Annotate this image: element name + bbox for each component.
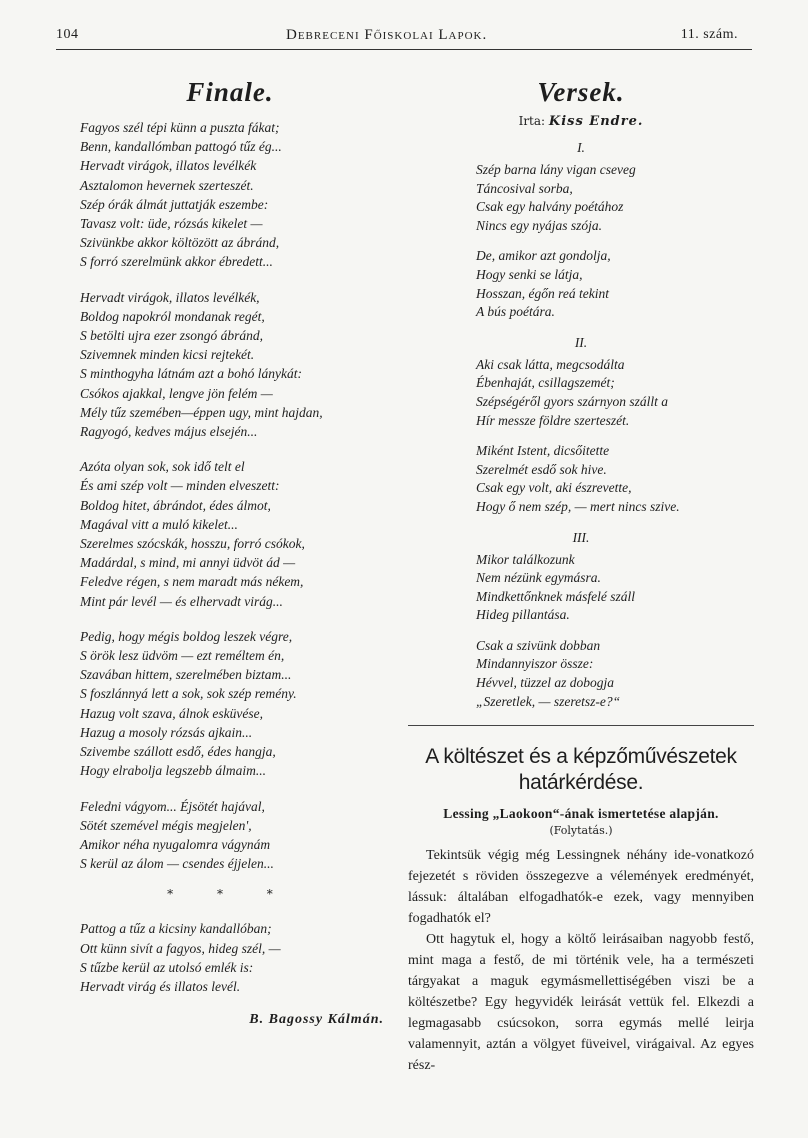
- verse-line: Szavában hittem, szerelmében biztam...: [80, 667, 292, 683]
- verse-line: Benn, kandallómban pattogó tűz ég...: [80, 139, 282, 155]
- verse-line: Madárdal, s mind, mi annyi üdvöt ád —: [80, 555, 296, 571]
- verse-line: Nincs egy nyájas szója.: [476, 217, 602, 233]
- verse-line: Hogy elrabolja legszebb álmaim...: [80, 763, 266, 779]
- verse-line: Szép órák álmát juttatják eszembe:: [80, 196, 269, 212]
- verse-line: És ami szép volt — minden elveszett:: [80, 478, 280, 494]
- stanza: [408, 356, 754, 430]
- stanza: [80, 627, 380, 781]
- verse-line: Mindannyiszor össze:: [476, 656, 594, 672]
- verse-line: Hír messze földre szerteszét.: [476, 412, 630, 428]
- byline-prefix: Irta:: [518, 114, 546, 128]
- verse-line: S betölti ujra ezer zsongó ábránd,: [80, 328, 264, 344]
- verse-line: Pedig, hogy mégis boldog leszek végre,: [80, 628, 293, 644]
- verse-line: De, amikor azt gondolja,: [476, 248, 611, 264]
- essay-title-line1: A költészet és a képzőművészetek: [425, 745, 737, 769]
- verse-line: Pattog a tűz a kicsiny kandallóban;: [80, 921, 272, 937]
- verse-line: Azóta olyan sok, sok idő telt el: [80, 459, 245, 475]
- final-stanza: [80, 919, 380, 996]
- stanza: [408, 551, 754, 625]
- verse-line: Boldog hitet, ábrándot, édes álmot,: [80, 497, 271, 513]
- section-stars: * * *: [167, 887, 293, 902]
- verse-line: Hogy ő nem szép, — mert nincs szive.: [476, 498, 680, 514]
- verse-line: Csak a szivünk dobban: [476, 637, 601, 653]
- verse-line: Hévvel, tüzzel az dobogja: [476, 675, 614, 691]
- verse-line: Aki csak látta, megcsodálta: [476, 356, 625, 372]
- verse-line: Ott künn sivít a fagyos, hideg szél, —: [80, 940, 281, 956]
- verse-line: A bús poétára.: [476, 304, 555, 320]
- verse-line: Hosszan, égőn reá tekint: [476, 285, 609, 301]
- page-number: 104: [56, 27, 79, 42]
- stanza: [80, 118, 380, 272]
- stanza: [80, 288, 380, 442]
- verse-line: S örök lesz üdvöm — ezt reméltem én,: [80, 648, 285, 664]
- verse-line: Szép barna lány vigan cseveg: [476, 162, 636, 177]
- essay-continued: (Folytatás.): [549, 824, 613, 838]
- verse-line: S minthogyha látnám azt a bohó lánykát:: [80, 366, 302, 382]
- essay-title: [408, 744, 754, 796]
- verse-line: Mindkettőnknek másfelé száll: [476, 588, 635, 604]
- verse-line: „Szeretlek, — szeretsz-e?“: [476, 693, 621, 709]
- verse-line: Ébenhaját, csillagszemét;: [476, 375, 615, 391]
- stanza: [80, 457, 380, 611]
- verse-line: S tűzbe kerül az utolsó emlék is:: [80, 959, 254, 975]
- author-name: Kiss Endre.: [548, 114, 644, 129]
- verse-line: S kerül az álom — csendes éjjelen...: [80, 856, 274, 872]
- verse-line: Asztalomon hevernek szerteszét.: [80, 177, 254, 193]
- section-numeral: III.: [572, 529, 590, 545]
- verse-line: Szivemnek minden kicsi rejtekét.: [80, 347, 255, 363]
- verse-line: Nem nézünk egymásra.: [476, 570, 601, 586]
- essay-paragraph: Tekintsük végig még Lessingnek néhány ide-vonatkozó fejezetét s röviden összegezve a vélemények eredményét, lássuk: általában elfogadhatók-e ezek, vagy mennyiben fogadhatók el?: [408, 848, 754, 927]
- section-numeral: I.: [577, 140, 585, 155]
- poem-title: Finale.: [186, 77, 274, 107]
- verse-line: Csak egy volt, aki észrevette,: [476, 480, 632, 496]
- poem-finale: [80, 70, 384, 1028]
- verse-line: Tavasz volt: üde, rózsás kikelet —: [80, 216, 263, 232]
- verse-line: Hervadt virág és illatos levél.: [80, 978, 241, 994]
- verse-line: Szivembe szállott esdő, édes hangja,: [80, 744, 276, 760]
- right-column: [408, 70, 754, 1076]
- verse-line: Csókos ajakkal, lengve jön felém —: [80, 385, 273, 401]
- verse-line: Hervadt virágok, illatos levélkék,: [80, 289, 260, 305]
- verse-line: Szivünkbe akkor költözött az ábránd,: [80, 235, 280, 251]
- verse-line: Magával vitt a muló kikelet...: [80, 516, 238, 532]
- verse-line: Miként Istent, dicsőitette: [476, 443, 610, 459]
- poems-body: [408, 139, 754, 711]
- poems-title: Versek.: [537, 77, 625, 107]
- poem-signature: B. Bagossy Kálmán.: [249, 1012, 384, 1028]
- section-divider: [408, 725, 754, 726]
- verse-line: Szerelmes szócskák, hosszu, forró csókok,: [80, 536, 305, 552]
- verse-line: Szerelmét esdő sok hive.: [476, 461, 607, 477]
- stanza: [408, 442, 754, 516]
- essay-subtitle: Lessing „Laokoon“-ának ismertetése alapján.: [443, 806, 719, 822]
- verse-line: Feledve régen, s nem maradt más nékem,: [80, 574, 304, 590]
- section-numeral: II.: [574, 334, 588, 350]
- verse-line: Sötét szemével mégis megjelen',: [80, 817, 252, 833]
- verse-line: S forró szerelmünk akkor ébredett...: [80, 254, 273, 270]
- verse-line: Csak egy halvány poétához: [476, 199, 624, 215]
- verse-line: Hogy senki se látja,: [476, 266, 583, 282]
- byline: [408, 114, 754, 129]
- verse-line: S foszlánnyá lett a sok, sok szép remény.: [80, 686, 297, 702]
- issue-number: 11. szám.: [680, 27, 738, 42]
- essay-paragraph: Ott hagytuk el, hogy a költő leirásaiban nagyobb festő, mint maga a festő, de mi történik vele, ha a természeti tárgyakat a maguk egymásmellettiségében viszi be a költészetbe? Egy hegyvidék leirását vettük fel. Elkezdi a legmagasabb csúcsokon, sorra egymás mellé leirja valamennyit, aztán a völgyet füveivel, virágaival. Az egyes rész-: [408, 932, 754, 1074]
- verse-line: Amikor néha nyugalomra vágynám: [80, 836, 271, 852]
- verse-line: Táncosival sorba,: [476, 180, 573, 196]
- verse-line: Mikor találkozunk: [476, 551, 575, 567]
- essay-body: [408, 845, 754, 1076]
- stanza: [408, 161, 754, 235]
- verse-line: Mint pár levél — és elhervadt virág...: [80, 593, 283, 609]
- verse-line: Boldog napokról mondanak regét,: [80, 308, 265, 324]
- running-header: [56, 27, 752, 50]
- verse-line: Hideg pillantása.: [476, 607, 570, 623]
- verse-line: Fagyos szél tépi künn a puszta fákat;: [80, 120, 280, 135]
- verse-line: Hazug a mosoly rózsás ajkain...: [80, 724, 253, 740]
- verse-line: Ragyogó, kedves május elsején...: [80, 424, 258, 440]
- stanza: [80, 797, 380, 874]
- stanza: [408, 637, 754, 711]
- verse-line: Szépségéről gyors szárnyon szállt a: [476, 393, 668, 409]
- essay-title-line2: határkérdése.: [518, 771, 644, 795]
- poem-body: [80, 118, 380, 873]
- journal-title: Debreceni Főiskolai Lapok.: [286, 27, 488, 43]
- verse-line: Hazug volt szava, álnok esküvése,: [80, 705, 263, 721]
- verse-line: Hervadt virágok, illatos levélkék: [80, 158, 257, 174]
- verse-line: Mély tűz szemében—éppen ugy, mint hajdan,: [80, 404, 323, 420]
- verse-line: Feledni vágyom... Éjsötét hajával,: [80, 798, 265, 814]
- stanza: [408, 247, 754, 321]
